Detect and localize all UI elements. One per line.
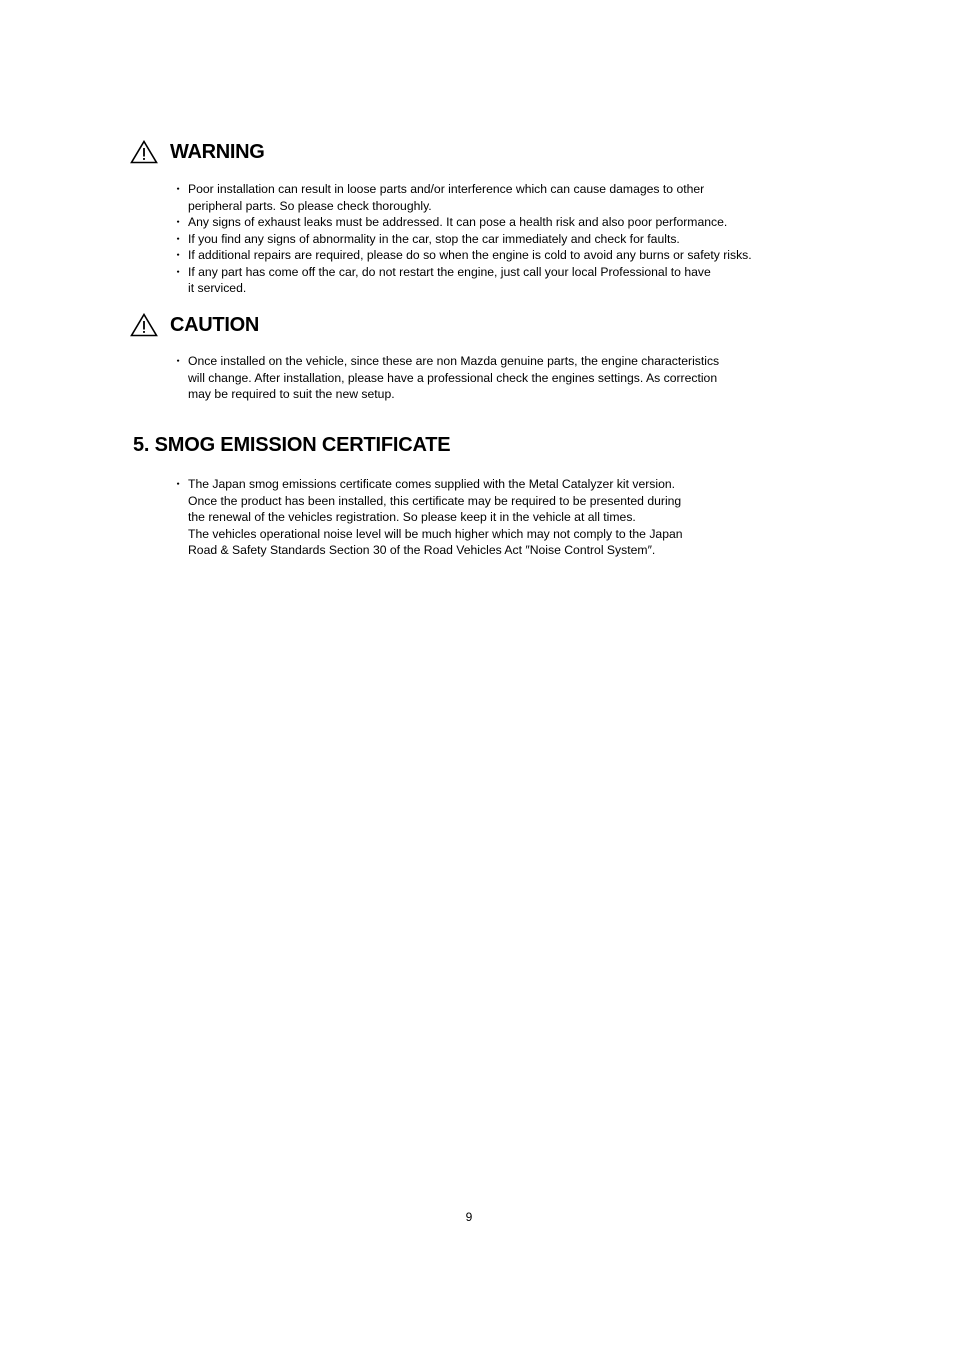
- list-item: [170, 264, 752, 297]
- list-item-text: Once installed on the vehicle, since these are non Mazda genuine parts, the engine characteristics will change. After installation, please have a professional check the engines settings. As correction may be required to suit the new setup.: [188, 354, 720, 401]
- warning-triangle-icon: [130, 313, 158, 337]
- bullet: ・: [172, 215, 185, 229]
- bullet: ・: [172, 354, 185, 368]
- list-item-text: Poor installation can result in loose parts and/or interference which can cause damages to other peripheral parts. So please check thoroughly.: [188, 182, 705, 213]
- list-item: [170, 247, 752, 264]
- bullet: ・: [172, 231, 185, 246]
- warning-heading: [130, 140, 265, 164]
- list-item: [170, 214, 752, 231]
- list-item-text: The Japan smog emissions certificate comes supplied with the Metal Catalyzer kit version. Once the product has been installed, this certificate may be required to be presented during the renewal of the vehicles registration. So please keep it in the vehicle at all times. The vehicles operational noise level will be much higher which may not comply to the Japan Road & Safety Standards Section 30 of the Road Vehicles Act ″Noise Control System″.: [188, 477, 683, 557]
- list-item-text: If additional repairs are required, please do so when the engine is cold to avoid any burns or safety risks.: [188, 248, 752, 262]
- list-item: [170, 476, 683, 559]
- page-number: 9: [465, 1210, 473, 1224]
- bullet: ・: [172, 182, 185, 196]
- list-item-text: If any part has come off the car, do not restart the engine, just call your local Professional to have it serviced.: [188, 264, 711, 295]
- bullet: ・: [172, 248, 185, 262]
- caution-title: CAUTION: [170, 313, 260, 336]
- smog-certificate-list: [170, 476, 683, 559]
- bullet: ・: [172, 264, 185, 279]
- caution-list: [170, 353, 719, 403]
- list-item-text: If you find any signs of abnormality in the car, stop the car immediately and check for faults.: [188, 231, 680, 246]
- list-item: [170, 353, 719, 403]
- list-item: [170, 181, 752, 214]
- list-item-text: Any signs of exhaust leaks must be addressed. It can pose a health risk and also poor performance.: [188, 215, 728, 229]
- warning-title: WARNING: [170, 140, 265, 163]
- list-item: [170, 231, 752, 248]
- warning-triangle-icon: [130, 140, 158, 164]
- caution-heading: [130, 313, 259, 337]
- section-title: 5. SMOG EMISSION CERTIFICATE: [133, 434, 451, 456]
- warning-list: [170, 181, 752, 297]
- bullet: ・: [172, 477, 185, 491]
